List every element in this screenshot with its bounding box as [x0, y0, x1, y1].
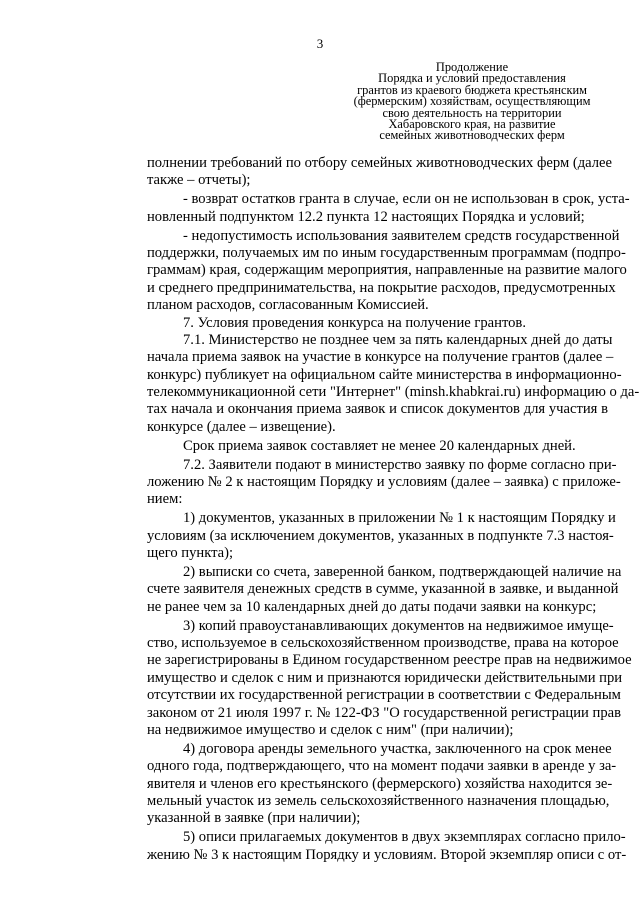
- continuation-line: Хабаровского края, на развитие: [388, 117, 556, 132]
- text-line: одного года, подтверждающего, что на момент подачи заявки в аренде у за-: [147, 758, 617, 775]
- text-line: имущество и сделок с ним и признаются юридически действительными при: [147, 669, 623, 686]
- text-line: новленный подпунктом 12.2 пункта 12 настоящих Порядка и условий;: [147, 208, 585, 225]
- text-line: 2) выписки со счета, заверенной банком, подтверждающей наличие на: [183, 563, 622, 580]
- text-line: не ранее чем за 10 календарных дней до даты подачи заявки на конкурс;: [147, 598, 597, 615]
- text-line: не зарегистрированы в Едином государственном реестре прав на недвижимое: [147, 652, 632, 669]
- text-line: граммам) края, содержащим мероприятия, направленные на развитие малого: [147, 262, 627, 279]
- continuation-line: Порядка и условий предоставления: [378, 71, 566, 86]
- text-line: 4) договора аренды земельного участка, заключенного на срок менее: [183, 740, 612, 757]
- text-line: поддержки, получаемых им по иным государственным программам (подпро-: [147, 244, 626, 261]
- text-line: отсутствии их государственной регистрации в соответствии с Федеральным: [147, 687, 621, 704]
- text-line: указанной в заявке (при наличии);: [147, 810, 361, 827]
- text-line: телекоммуникационной сети "Интернет" (minsh.khabkrai.ru) информацию о да-: [147, 384, 640, 401]
- continuation-line: (фермерским) хозяйствам, осуществляющим: [353, 94, 591, 109]
- text-line: 7.1. Министерство не позднее чем за пять календарных дней до даты: [183, 331, 613, 348]
- text-line: и среднего предпринимательства, на покрытие расходов, предусмотренных: [147, 279, 616, 296]
- text-line: 7. Условия проведения конкурса на получение грантов.: [183, 314, 526, 331]
- continuation-line: грантов из краевого бюджета крестьянским: [357, 82, 587, 97]
- text-line: 3) копий правоустанавливающих документов на недвижимое имуще-: [183, 617, 614, 634]
- text-line: счете заявителя денежных средств в сумме, указанной в заявке, и выданной: [147, 581, 619, 598]
- body-text: [147, 155, 640, 864]
- text-line: нием:: [147, 491, 183, 508]
- continuation-title: Продолжение: [435, 60, 509, 74]
- text-line: условиям (за исключением документов, указанных в подпункте 7.3 настоя-: [147, 527, 614, 544]
- text-line: полнении требований по отбору семейных животноводческих ферм (далее: [147, 155, 612, 171]
- text-line: щего пункта);: [147, 545, 234, 562]
- page-number: 3: [316, 36, 324, 51]
- text-line: явителя и членов его крестьянского (фермерского) хозяйства находится зе-: [147, 775, 613, 792]
- text-line: 5) описи прилагаемых документов в двух экземплярах согласно прило-: [183, 829, 626, 846]
- text-line: законом от 21 июля 1997 г. № 122-ФЗ "О государственной регистрации прав: [147, 704, 621, 721]
- text-line: Срок приема заявок составляет не менее 20 календарных дней.: [183, 437, 576, 454]
- continuation-line: свою деятельность на территории: [382, 105, 562, 120]
- continuation-line: семейных животноводческих ферм: [379, 128, 565, 143]
- text-line: на недвижимое имущество и сделок с ним" (при наличии);: [147, 722, 514, 738]
- text-line: также – отчеты);: [147, 172, 251, 189]
- text-line: конкурсе (далее – извещение).: [147, 418, 336, 435]
- text-line: мельный участок из земель сельскохозяйственного назначения площадью,: [147, 793, 610, 810]
- text-line: - недопустимость использования заявителем средств государственной: [183, 227, 620, 244]
- continuation-header: [350, 62, 594, 142]
- text-line: начала приема заявок на участие в конкурсе на получение грантов (далее –: [147, 349, 614, 366]
- text-line: тах начала и окончания приема заявок и список документов для участия в: [147, 401, 608, 418]
- text-line: - возврат остатков гранта в случае, если он не использован в срок, уста-: [183, 191, 630, 208]
- text-line: планом расходов, согласованным Комиссией.: [147, 297, 429, 314]
- text-line: конкурс) публикует на официальном сайте министерства в информационно-: [147, 366, 622, 383]
- text-line: ложению № 2 к настоящим Порядку и условиям (далее – заявка) с приложе-: [147, 474, 621, 491]
- text-line: 1) документов, указанных в приложении № 1 к настоящим Порядку и: [183, 510, 616, 527]
- text-line: жению № 3 к настоящим Порядку и условиям. Второй экземпляр описи с от-: [147, 846, 627, 863]
- text-line: 7.2. Заявители подают в министерство заявку по форме согласно при-: [183, 456, 617, 473]
- text-line: ство, используемое в сельскохозяйственном производстве, права на которое: [147, 635, 619, 652]
